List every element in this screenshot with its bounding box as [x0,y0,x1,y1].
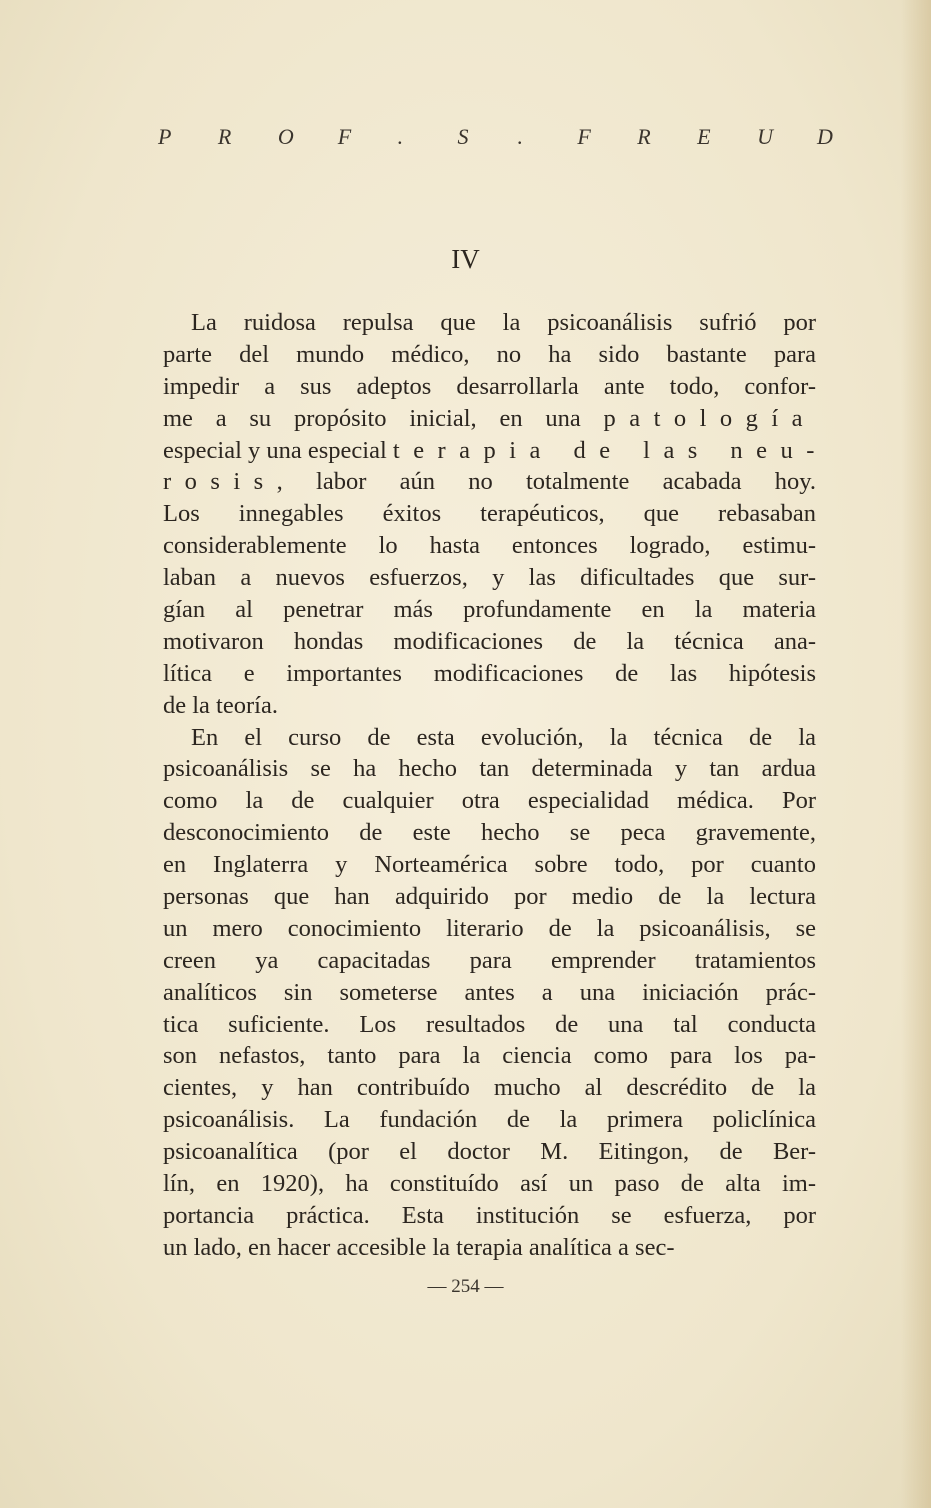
text-line: desconocimiento de este hecho se peca gravemente, [163,819,816,847]
text-segment: especial y una especial [163,436,393,464]
text-line: motivaron hondas modificaciones de la técnica ana- [163,627,816,655]
text-line: un lado, en hacer accesible la terapia analítica a sec- [163,1233,675,1261]
text-segment: me a su propósito inicial, en una [163,404,604,432]
text-segment: rosis [163,468,277,496]
running-head-letter: S [457,124,469,149]
text-line: Los innegables éxitos terapéuticos, que rebasaban [163,500,816,528]
text-line: En el curso de esta evolución, la técnica de la [191,723,816,751]
running-head-letter: F [337,124,352,149]
text-line: son nefastos, tanto para la ciencia como para los pa- [163,1042,816,1070]
running-head-letter: . [397,124,404,149]
running-head-letter: . [517,124,523,149]
running-head-letter: R [637,124,651,149]
text-line: como la de cualquier otra especialidad médica. Por [163,787,816,815]
text-line: lítica e importantes modificaciones de las hipótesis [163,659,816,687]
text-line: impedir a sus adeptos desarrollarla ante todo, confor- [163,372,816,400]
text-line: analíticos sin someterse antes a una iniciación prác- [163,978,816,1006]
text-line: gían al penetrar más profundamente en la materia [163,596,816,624]
text-line: laban a nuevos esfuerzos, y las dificultades que sur- [163,564,816,592]
text-line: un mero conocimiento literario de la psicoanálisis, se [163,914,816,942]
running-head-letter: F [577,124,591,149]
text-line: lín, en 1920), ha constituído así un paso de alta im- [163,1170,816,1198]
text-segment: terapia de las neu- [392,436,828,464]
paragraph [163,722,816,1264]
chapter-number: IV [451,244,480,274]
running-head-letter: E [697,124,711,149]
text-line [163,466,816,498]
text-line: psicoanálisis. La fundación de la primera policlínica [163,1106,816,1134]
text-segment: , labor aún no totalmente acabada hoy. [276,468,816,496]
running-head-letter: P [158,124,172,149]
text-line [163,403,816,435]
text-line: de la teoría. [163,691,278,719]
running-head-letter: R [217,124,232,149]
running-head-letter: D [816,124,833,149]
page-number: — 254 — [427,1276,504,1297]
text-line: considerablemente lo hasta entonces logrado, estimu- [163,532,816,560]
paragraph [163,307,828,722]
text-line: La ruidosa repulsa que la psicoanálisis sufrió por [191,309,816,336]
text-line: tica suficiente. Los resultados de una tal conducta [163,1010,816,1038]
text-line: personas que han adquirido por medio de la lectura [163,883,816,911]
body-text [163,307,828,1264]
running-head-letter: U [757,124,773,149]
running-head [158,124,833,150]
text-line: portancia práctica. Esta institución se esfuerza, por [163,1201,816,1229]
running-head-letter: O [277,124,294,149]
text-line: cientes, y han contribuído mucho al descrédito de la [163,1074,816,1102]
text-line: parte del mundo médico, no ha sido bastante para [163,340,816,368]
text-line: creen ya capacitadas para emprender tratamientos [163,946,816,974]
text-segment: patología [603,404,816,432]
text-line: en Inglaterra y Norteamérica sobre todo, por cuanto [163,851,816,879]
text-line: psicoanálisis se ha hecho tan determinada y tan ardua [163,755,816,783]
text-line [163,435,828,467]
text-line: psicoanalítica (por el doctor M. Eitingon, de Ber- [163,1138,816,1166]
